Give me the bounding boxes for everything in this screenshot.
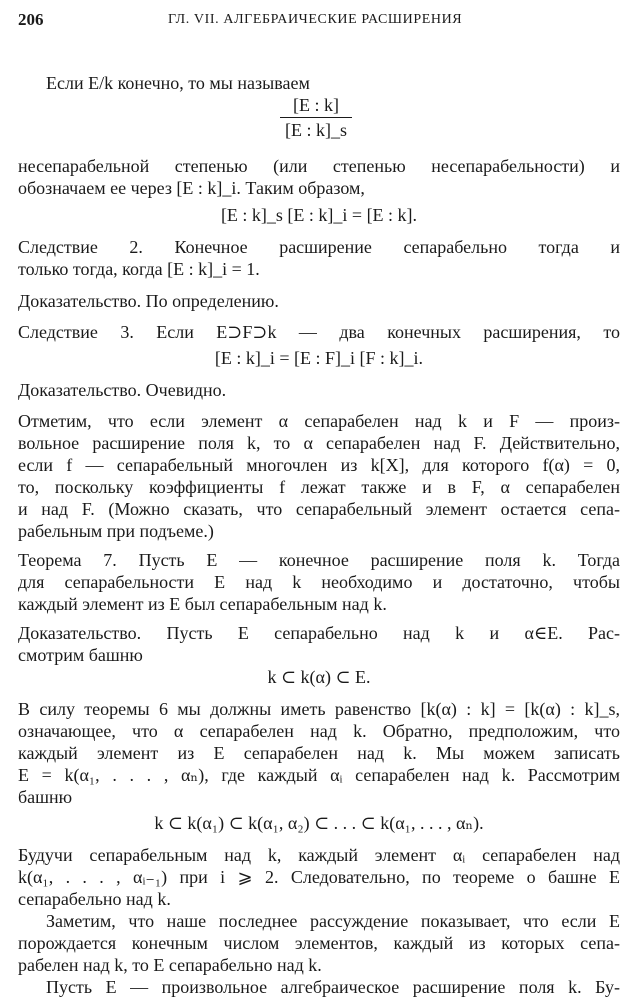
remark-line-6: рабельным при подъеме.) xyxy=(18,521,214,541)
fraction-denominator: [E : k]_s xyxy=(285,120,347,140)
note-line-3: рабелен над k, то E сепарабельно над k. xyxy=(18,955,322,975)
page-number: 206 xyxy=(18,10,44,29)
proof-7-line-1: Доказательство. Пусть E сепарабельно над k и α∈E. Рас- xyxy=(18,623,620,643)
formula-tower-1: k ⊂ k(α) ⊂ E. xyxy=(267,667,371,687)
theorem-7-line-3: каждый элемент из E был сепарабельным над k. xyxy=(18,594,387,614)
remark-line-5: и над F. (Можно сказать, что сепарабельный элемент остается сепа- xyxy=(18,499,620,519)
formula-degree-product: [E : k]_s [E : k]_i = [E : k]. xyxy=(220,205,418,225)
fraction-numerator: [E : k] xyxy=(293,95,339,115)
definition-line-1: несепарабельной степенью (или степенью несепарабельности) и xyxy=(18,156,620,176)
proof-7-line-6: E = k(α₁, . . . , αₙ), где каждый αᵢ сепарабелен над k. Рассмотрим xyxy=(18,765,620,785)
page-header xyxy=(18,10,615,32)
fraction-bar xyxy=(280,117,352,118)
remark-line-3: если f — сепарабельный многочлен из k[X], для которого f(α) = 0, xyxy=(18,455,620,475)
proof-7-line-9: k(α₁, . . . , αᵢ₋₁) при i ⩾ 2. Следовательно, по теореме о башне E xyxy=(18,867,620,887)
remark-line-2: вольное расширение поля k, то α сепарабелен над F. Действительно, xyxy=(18,433,620,453)
proof-definition: Доказательство. По определению. xyxy=(18,291,279,311)
intro-line: Если E/k конечно, то мы называем xyxy=(46,73,310,93)
proof-7-line-4: означающее, что α сепарабелен над k. Обратно, предположим, что xyxy=(18,721,620,741)
corollary-2-line-1: Следствие 2. Конечное расширение сепарабельно тогда и xyxy=(18,237,620,257)
formula-tower-2: k ⊂ k(α₁) ⊂ k(α₁, α₂) ⊂ . . . ⊂ k(α₁, . . . , αₙ). xyxy=(154,813,484,833)
corollary-2-line-2: только тогда, когда [E : k]_i = 1. xyxy=(18,259,260,279)
corollary-3-line: Следствие 3. Если E⊃F⊃k — два конечных расширения, то xyxy=(18,322,620,342)
note-line-1: Заметим, что наше последнее рассуждение показывает, что если E xyxy=(46,911,620,931)
formula-tower-degree: [E : k]_i = [E : F]_i [F : k]_i. xyxy=(214,348,424,368)
proof-obvious: Доказательство. Очевидно. xyxy=(18,380,227,400)
remark-line-4: то, поскольку коэффициенты f лежат также и в F, α сепарабелен xyxy=(18,477,620,497)
definition-line-2: обозначаем ее через [E : k]_i. Таким образом, xyxy=(18,178,365,198)
running-head: ГЛ. VII. АЛГЕБРАИЧЕСКИЕ РАСШИРЕНИЯ xyxy=(168,12,463,27)
proof-7-line-5: каждый элемент из E сепарабелен над k. Мы можем записать xyxy=(18,743,620,763)
final-line-1: Пусть E — произвольное алгебраическое расширение поля k. Бу- xyxy=(46,977,620,997)
proof-7-line-8: Будучи сепарабельным над k, каждый элемент αᵢ сепарабелен над xyxy=(18,845,620,865)
note-line-2: порождается конечным числом элементов, каждый из которых сепа- xyxy=(18,933,620,953)
proof-7-line-2: смотрим башню xyxy=(18,645,143,665)
theorem-7-line-1: Теорема 7. Пусть E — конечное расширение поля k. Тогда xyxy=(18,550,620,570)
degree-fraction xyxy=(276,94,356,141)
proof-7-line-7: башню xyxy=(18,787,73,807)
proof-7-line-10: сепарабельно над k. xyxy=(18,889,171,909)
remark-line-1: Отметим, что если элемент α сепарабелен над k и F — произ- xyxy=(18,411,620,431)
proof-7-line-3: В силу теоремы 6 мы должны иметь равенство [k(α) : k] = [k(α) : k]_s, xyxy=(18,699,620,719)
theorem-7-line-2: для сепарабельности E над k необходимо и достаточно, чтобы xyxy=(18,572,620,592)
